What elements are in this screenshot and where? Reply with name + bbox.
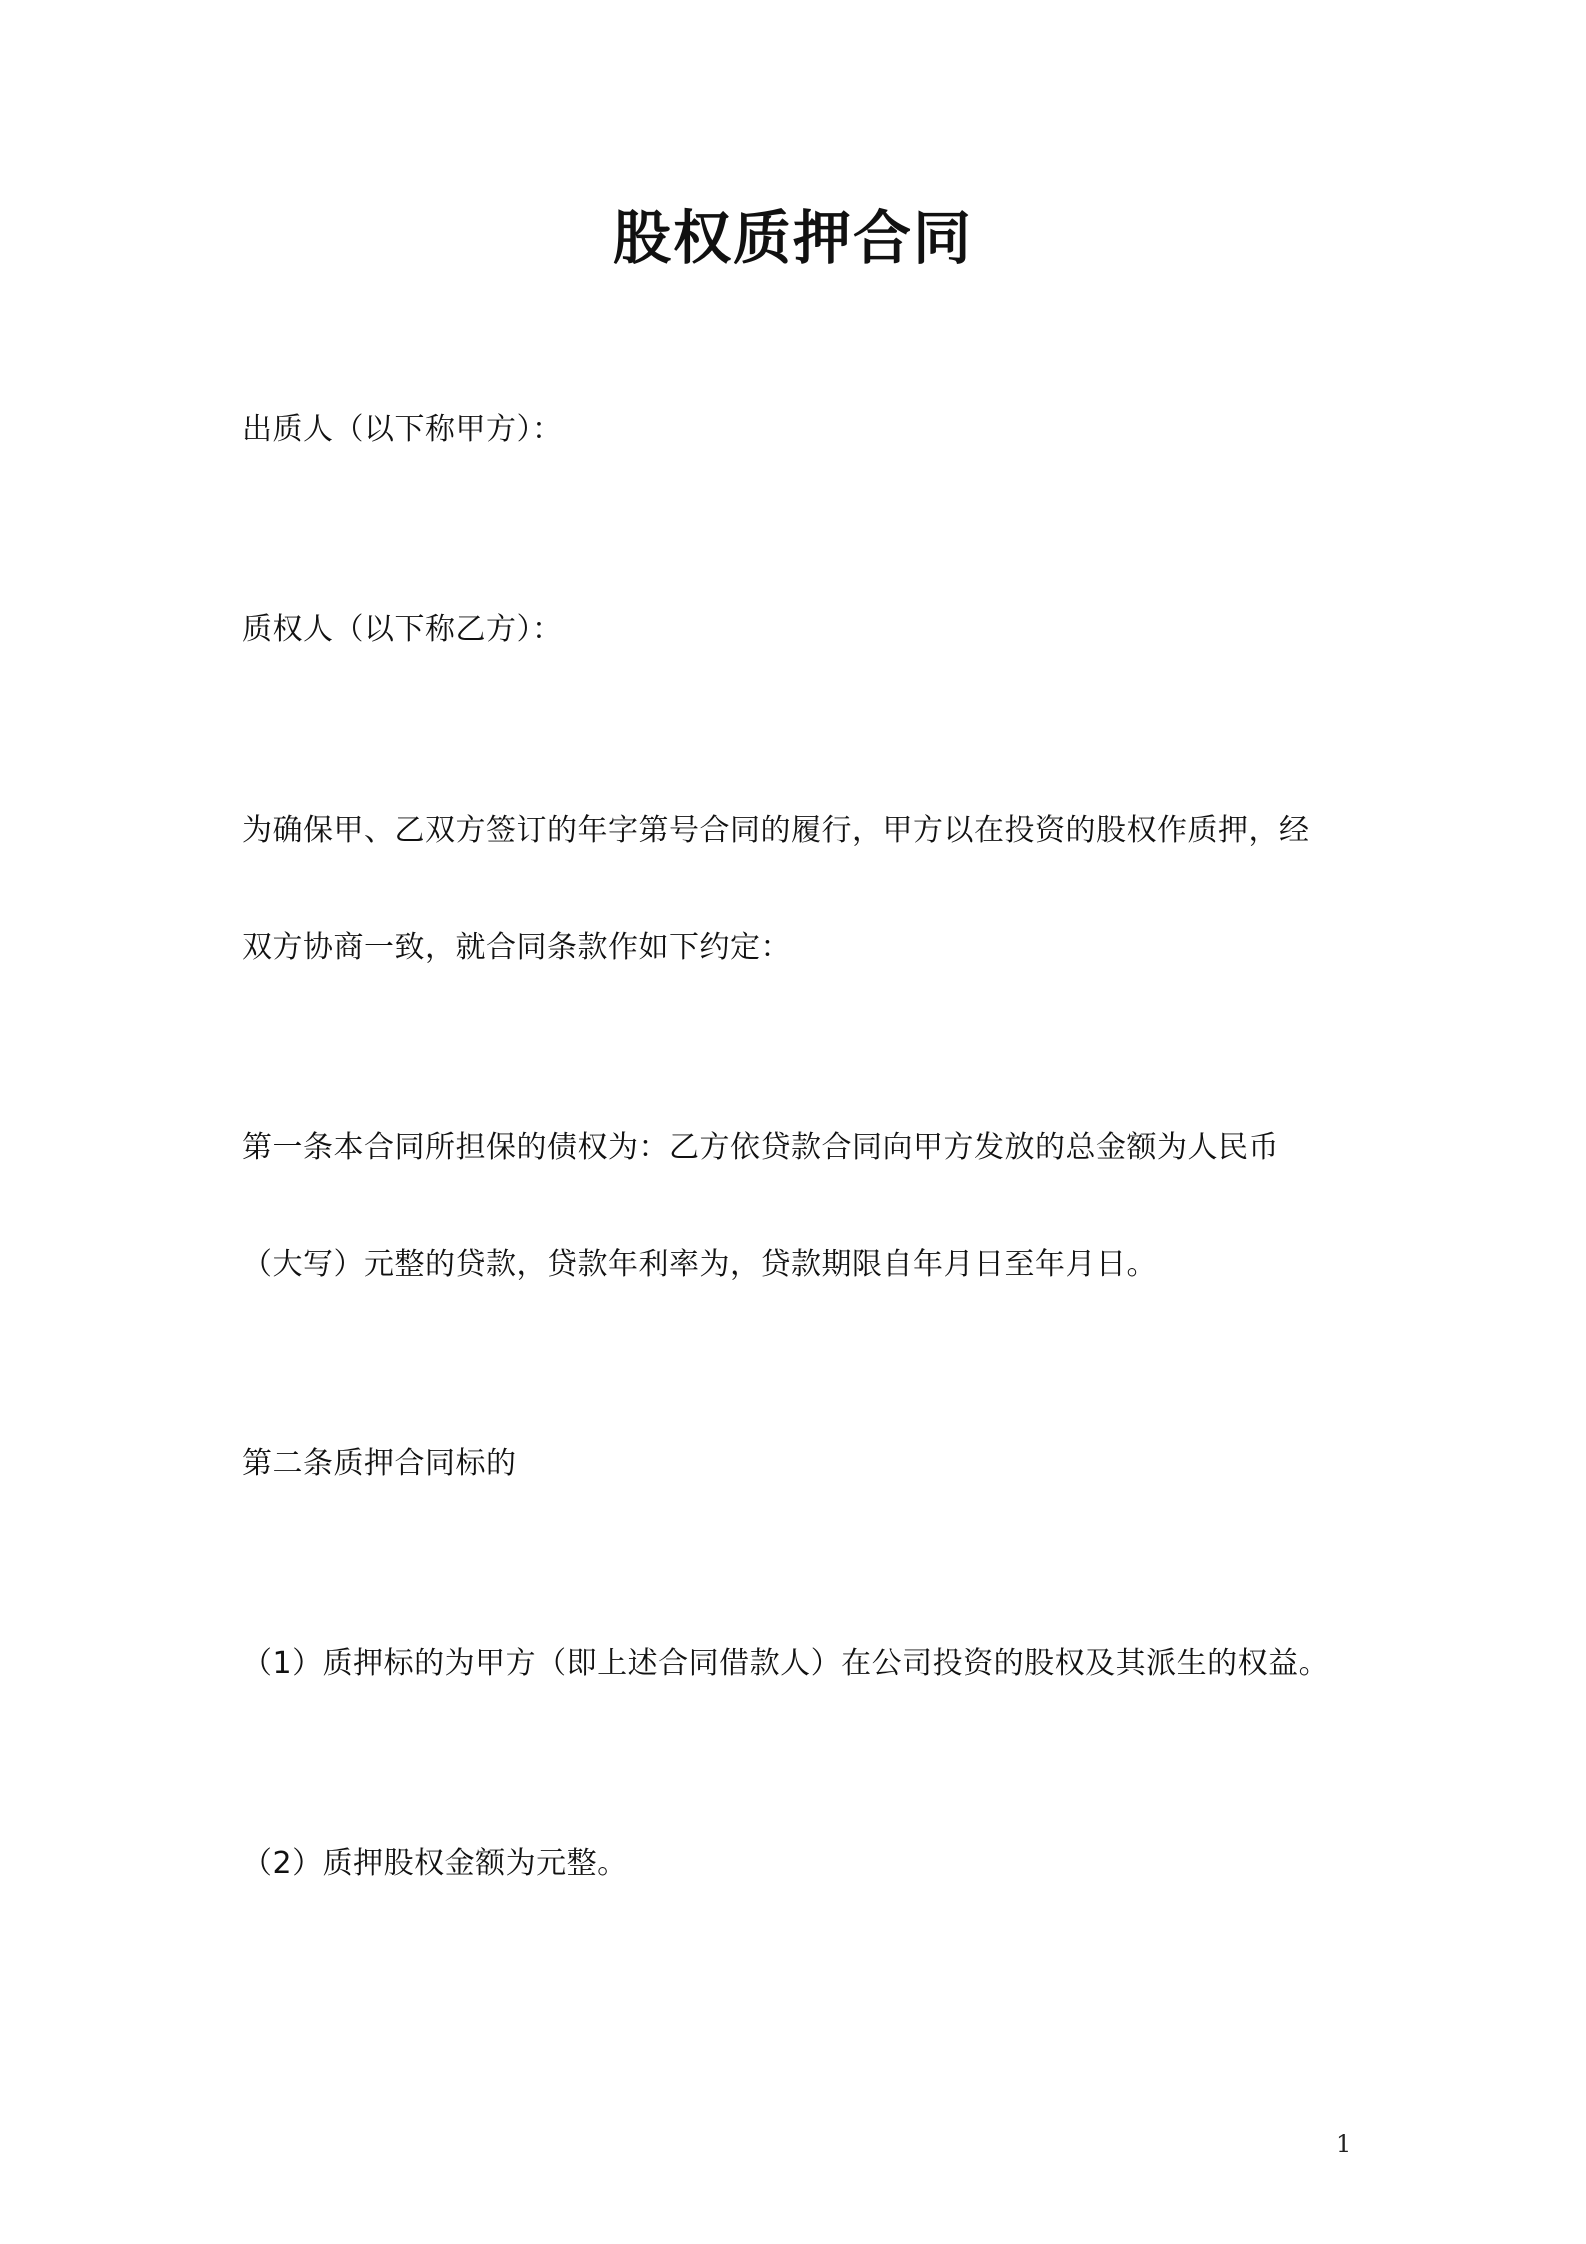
preamble-line-1: 为确保甲、乙双方签订的年字第号合同的履行，甲方以在投资的股权作质押，经 [242,813,1310,848]
preamble-line-2: 双方协商一致，就合同条款作如下约定： [242,930,791,965]
article2-heading: 第二条质押合同标的 [242,1446,517,1481]
article2-item-1: （1）质押标的为甲方（即上述合同借款人）在公司投资的股权及其派生的权益。 [242,1646,1330,1681]
page-number: 1 [1336,2130,1352,2158]
pledgor-line: 出质人（以下称甲方）： [242,412,563,447]
article1-line-2: （大写）元整的贷款，贷款年利率为，贷款期限自年月日至年月日。 [242,1247,1157,1282]
article1-line-1: 第一条本合同所担保的债权为：乙方依贷款合同向甲方发放的总金额为人民币 [242,1130,1279,1165]
article2-item-2: （2）质押股权金额为元整。 [242,1846,628,1881]
pledgee-line: 质权人（以下称乙方）： [242,612,563,647]
document-title: 股权质押合同 [612,204,973,272]
